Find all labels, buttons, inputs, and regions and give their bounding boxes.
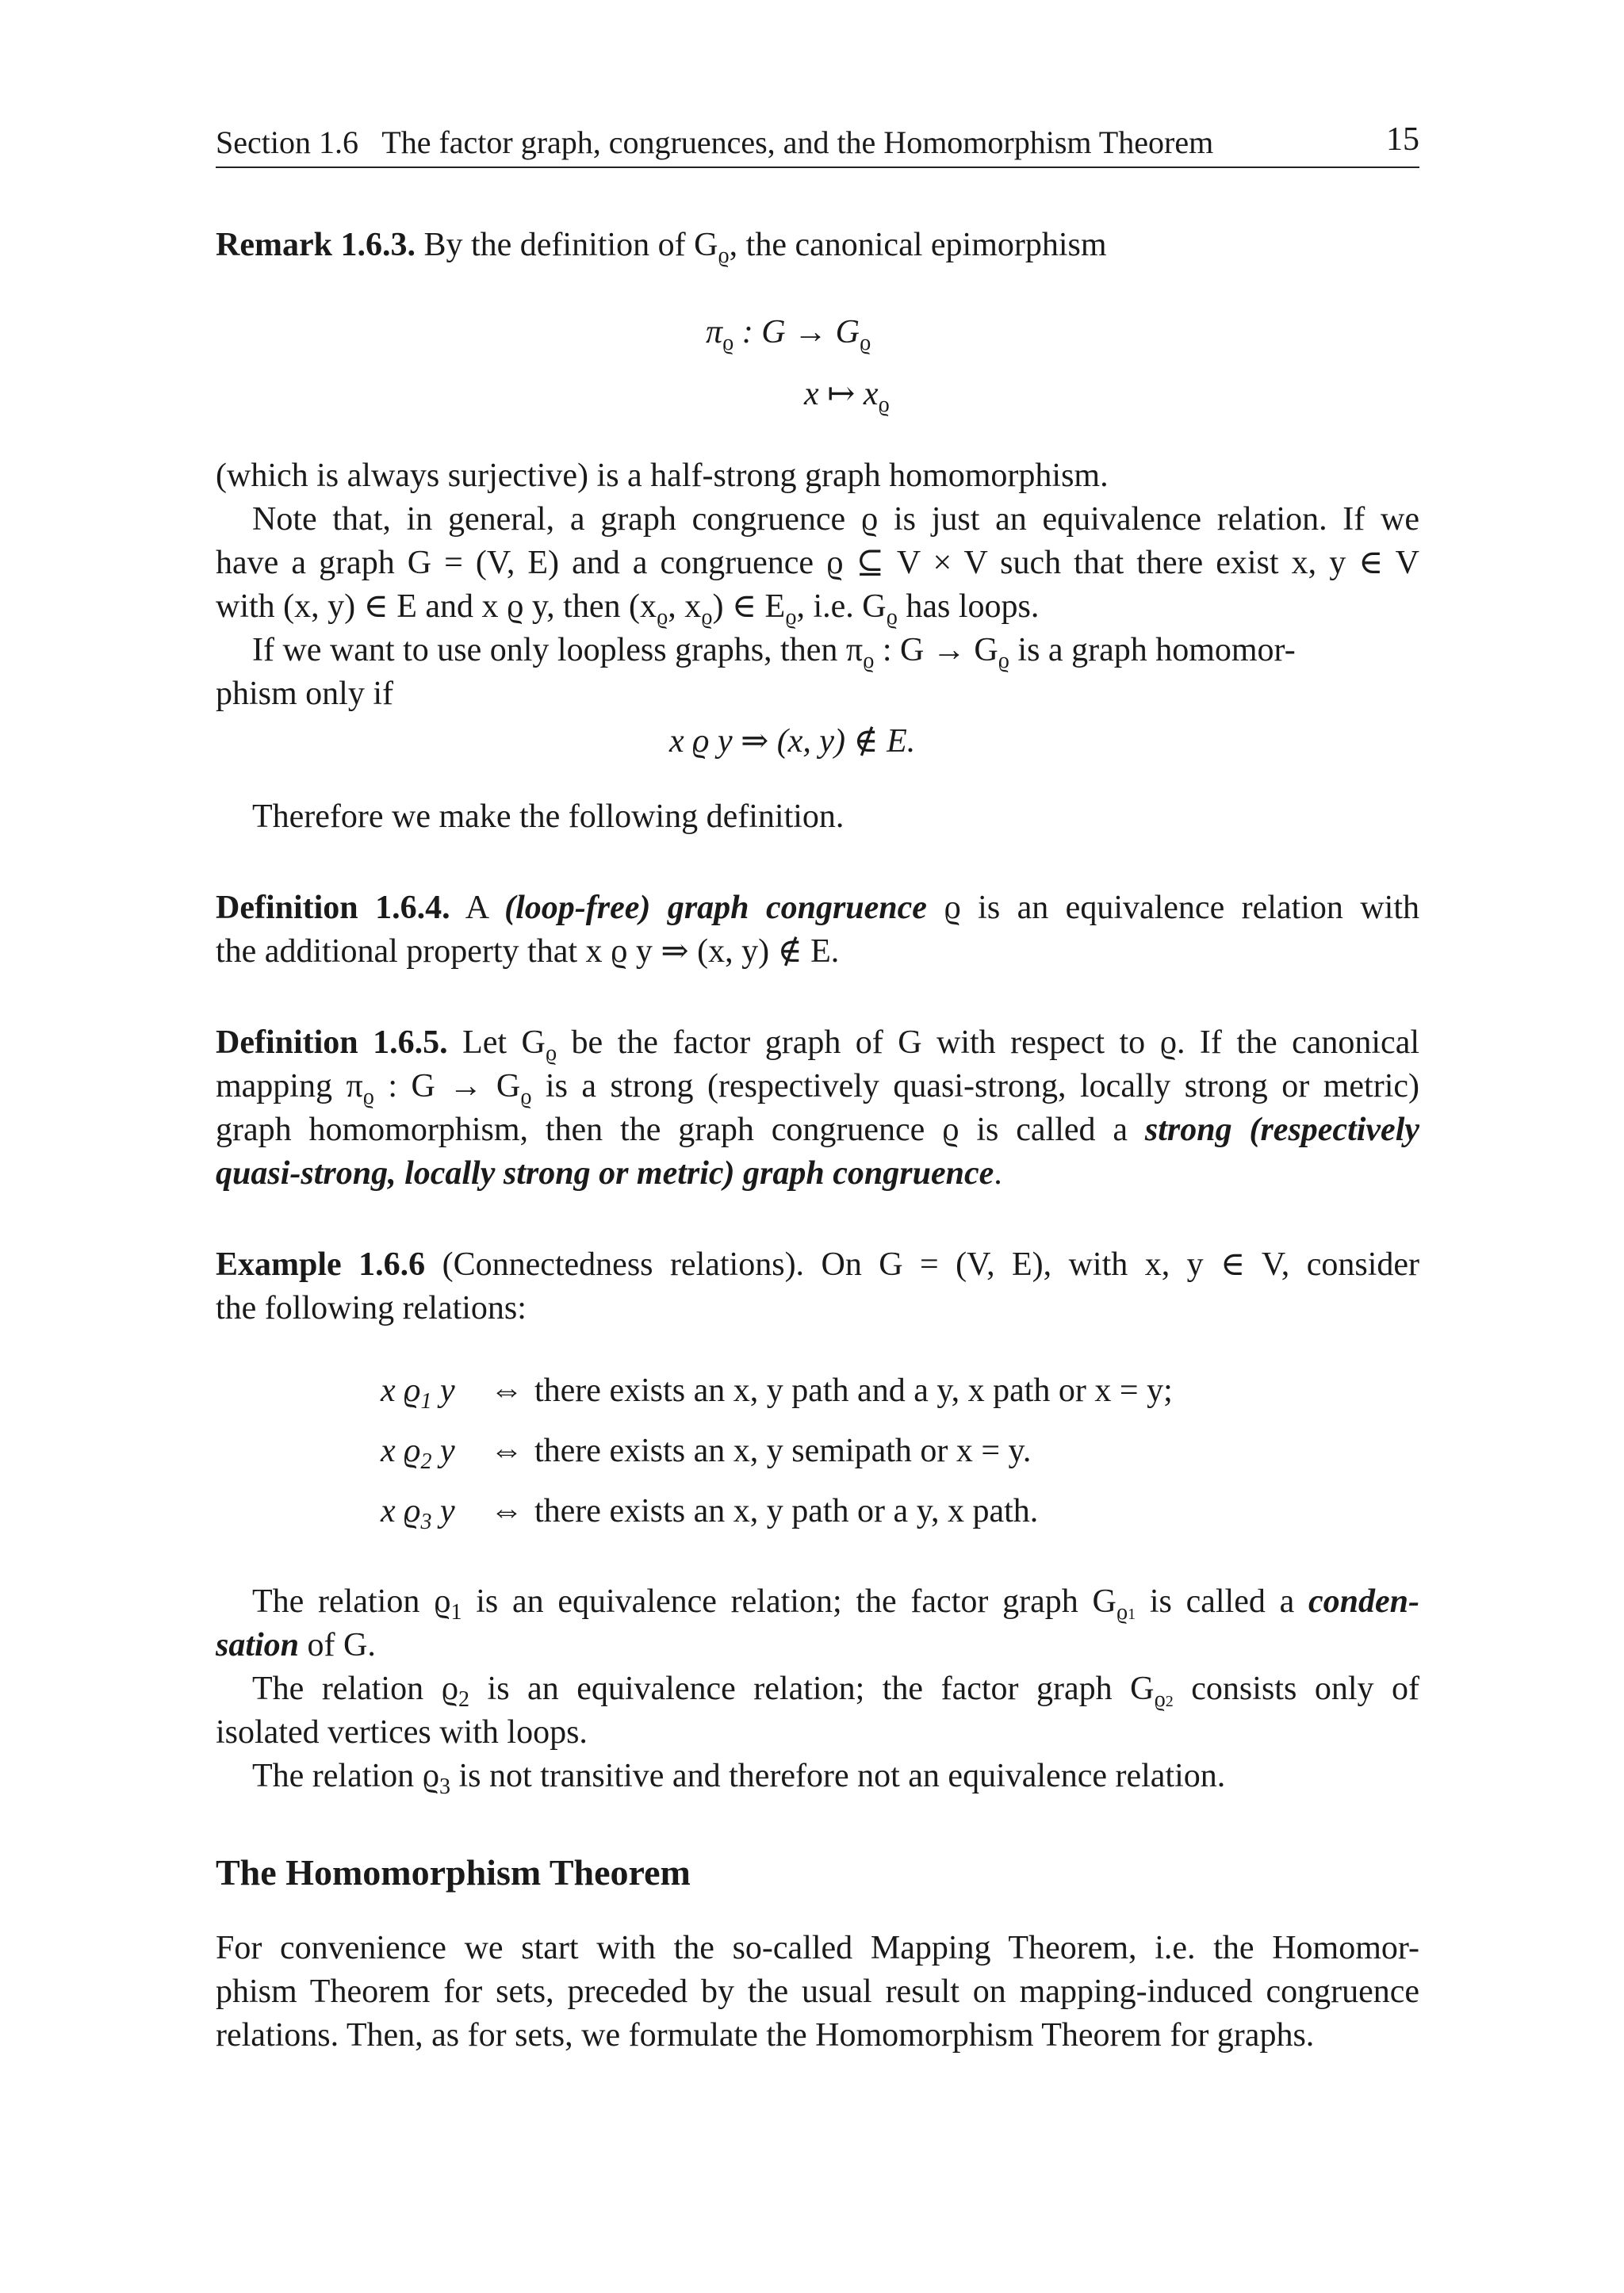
example-1-6-6-label: Example 1.6.6 <box>216 1246 426 1283</box>
definition-1-6-4-label: Definition 1.6.4. <box>216 890 450 926</box>
remark-label: Remark 1.6.3. <box>216 227 416 263</box>
section-heading: The Homomorphism Theorem <box>216 1852 691 1893</box>
relation-1-remark-line-2: sation of G. <box>216 1627 376 1663</box>
running-header <box>216 119 1419 168</box>
note-line-3: with (x, y) ∈ E and x ϱ y, then ($x_ϱ$, $x_ϱ$) ∈ $E_ϱ$, i.e. $G_ϱ$ has loops. <box>216 588 1040 630</box>
therefore-line: Therefore we make the following definition. <box>252 798 845 835</box>
loopless-line-2: phism only if <box>216 676 394 712</box>
map-equation-line2: x ↦ $x_ϱ$ <box>804 376 890 417</box>
relation-2-remark-line-2: isolated vertices with loops. <box>216 1714 588 1751</box>
relation-2-remark-line-1: The relation $ϱ_2$ is an equivalence relation; the factor graph $G_{ϱ2}$ consists only of <box>252 1671 1419 1712</box>
definition-1-6-5-line-2: mapping $\pi_ϱ$ : $G \to G_ϱ$ is a strong (respectively quasi-strong, locally strong or metric) <box>216 1068 1419 1109</box>
relation-row-1: x $ϱ_1$ y ⇔ there exists an x, y path and a y, x path or x = y; <box>381 1372 1173 1414</box>
remark-after: (which is always surjective) is a half-strong graph homomorphism. <box>216 457 1109 494</box>
section-line-1: For convenience we start with the so-called Mapping Theorem, i.e. the Homomor- <box>216 1930 1419 1966</box>
definition-1-6-5-line-3: graph homomorphism, then the graph congruence ϱ is called a strong (respectively <box>216 1112 1420 1148</box>
map-equation-line1: $\pi_ϱ$ : $G \to G_ϱ$ <box>706 314 871 355</box>
definition-1-6-5-line-4: quasi-strong, locally strong or metric) graph congruence. <box>216 1155 1002 1192</box>
example-1-6-6-line-2: the following relations: <box>216 1290 527 1326</box>
definition-1-6-4-line-2: the additional property that x ϱ y ⇒ (x, y) ∉ E. <box>216 933 840 970</box>
note-line-2: have a graph G = (V, E) and a congruence ϱ ⊆ V × V such that there exist x, y ∈ V <box>216 545 1419 581</box>
definition-1-6-5-label: Definition 1.6.5. <box>216 1024 448 1061</box>
definition-1-6-5-line-1: Definition 1.6.5. Let $G_ϱ$ be the factor graph of G with respect to ϱ. If the canonical <box>216 1024 1420 1066</box>
relation-row-3: x $ϱ_3$ y ⇔ there exists an x, y path or a y, x path. <box>381 1493 1039 1534</box>
page-number: 15 <box>1386 121 1419 158</box>
relation-row-2: x $ϱ_2$ y ⇔ there exists an x, y semipath or x = y. <box>381 1433 1032 1474</box>
section-line-3: relations. Then, as for sets, we formulate the Homomorphism Theorem for graphs. <box>216 2017 1315 2054</box>
definition-1-6-4-line-1: Definition 1.6.4. A (loop-free) graph congruence ϱ is an equivalence relation with <box>216 890 1420 926</box>
example-1-6-6-line-1: Example 1.6.6 (Connectedness relations). On G = (V, E), with x, y ∈ V, consider <box>216 1246 1420 1283</box>
loopless-condition-equation: x ϱ y ⇒ (x, y) ∉ E. <box>669 723 916 760</box>
relation-3-remark: The relation $ϱ_3$ is not transitive and therefore not an equivalence relation. <box>252 1758 1226 1799</box>
header-section-title: Section 1.6 The factor graph, congruences, and the Homomorphism Theorem <box>216 124 1214 160</box>
loopless-line-1: If we want to use only loopless graphs, then $\pi_ϱ$ : $G \to G_ϱ$ is a graph homomor- <box>252 632 1296 673</box>
remark-1-6-3: Remark 1.6.3. By the definition of $G_ϱ$, the canonical epimorphism <box>216 227 1107 268</box>
section-line-2: phism Theorem for sets, preceded by the usual result on mapping-induced congruence <box>216 1973 1419 2010</box>
note-line-1: Note that, in general, a graph congruence ϱ is just an equivalence relation. If we <box>252 501 1419 538</box>
relation-1-remark-line-1: The relation $ϱ_1$ is an equivalence relation; the factor graph $G_{ϱ1}$ is called a conden- <box>252 1583 1420 1625</box>
